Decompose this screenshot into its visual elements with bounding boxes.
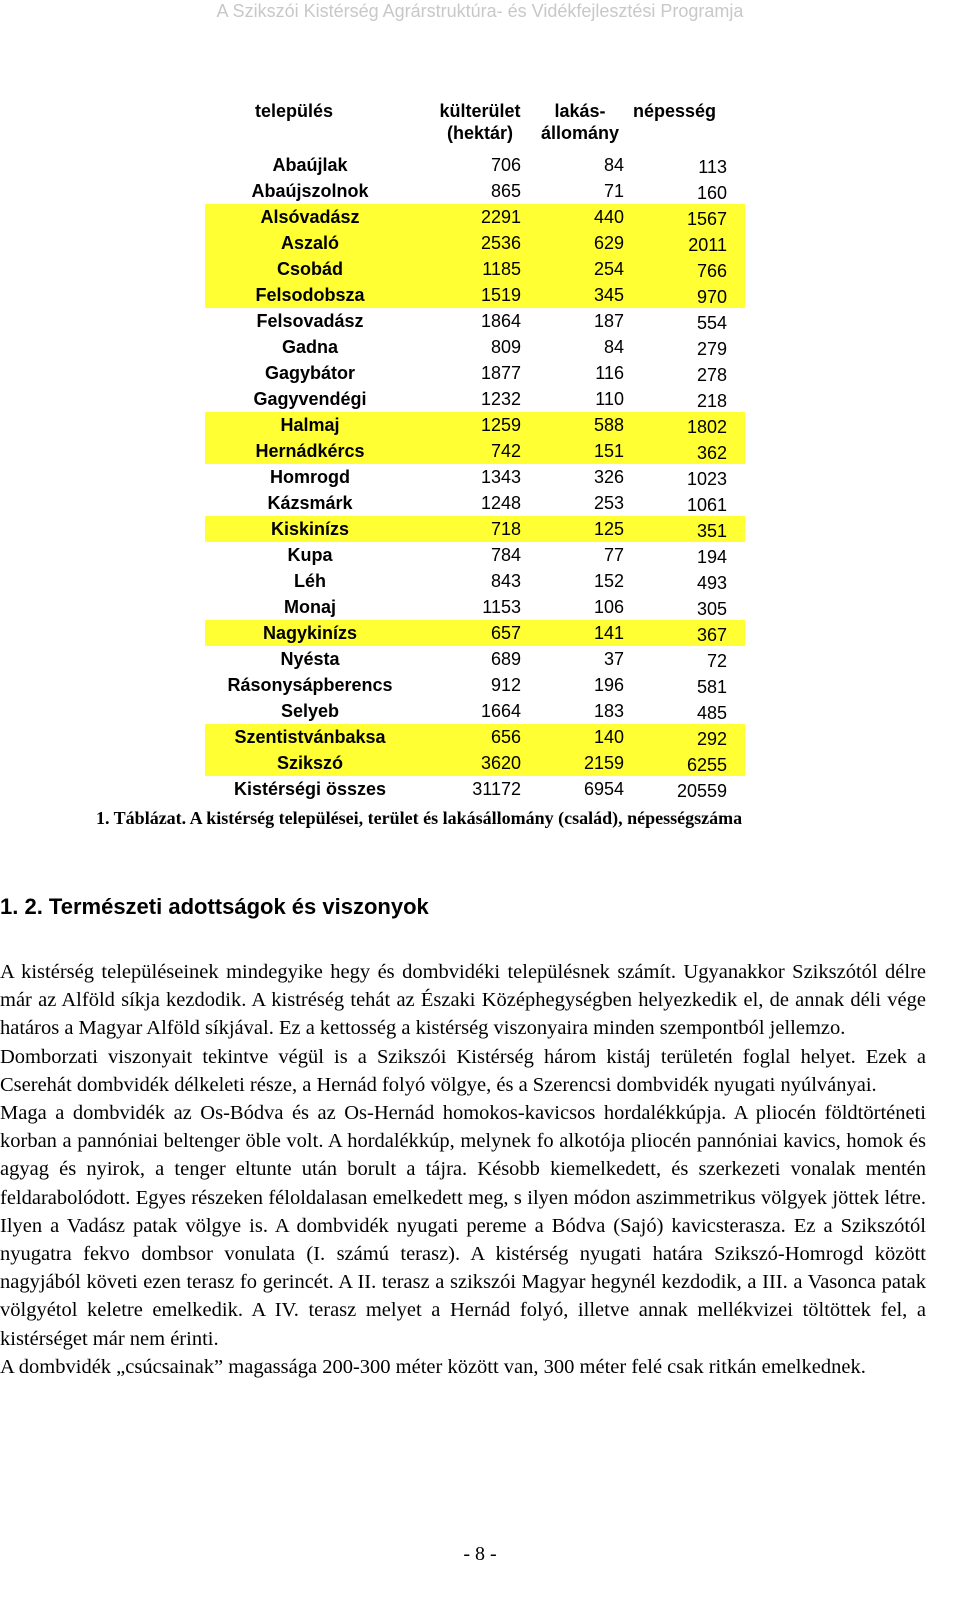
cell-telepules: Kistérségi összes (233, 779, 387, 799)
cell-kulterulet: 718 (490, 519, 521, 539)
cell-kulterulet: 31172 (472, 779, 521, 799)
cell-lakas: 440 (593, 207, 624, 227)
cell-lakas: 84 (603, 337, 624, 357)
cell-nepesseg: 554 (696, 313, 727, 333)
cell-telepules: Kázsmárk (267, 493, 353, 513)
cell-nepesseg: 351 (696, 521, 727, 541)
table-row (205, 204, 745, 230)
cell-nepesseg: 362 (696, 443, 727, 463)
cell-nepesseg: 279 (696, 339, 727, 359)
cell-telepules: Kiskinízs (270, 519, 350, 539)
cell-nepesseg: 113 (698, 157, 727, 177)
cell-lakas: 110 (595, 389, 624, 409)
cell-telepules: Selyeb (280, 701, 340, 721)
cell-kulterulet: 706 (490, 155, 521, 175)
table-row (205, 724, 745, 750)
cell-lakas: 106 (593, 597, 624, 617)
table-row (205, 256, 745, 282)
cell-kulterulet: 657 (490, 623, 521, 643)
table-row (205, 412, 745, 438)
cell-lakas: 183 (593, 701, 624, 721)
table-row (205, 490, 745, 516)
cell-nepesseg: 1567 (686, 209, 727, 229)
cell-telepules: Kupa (287, 545, 333, 565)
cell-kulterulet: 912 (490, 675, 521, 695)
cell-lakas: 140 (593, 727, 624, 747)
cell-kulterulet: 742 (490, 441, 521, 461)
table-row (205, 386, 745, 412)
table-row (205, 438, 745, 464)
cell-nepesseg: 970 (696, 287, 727, 307)
cell-nepesseg: 292 (696, 729, 727, 749)
paragraph: A dombvidék „csúcsainak” magassága 200-300 méter között van, 300 méter felé csak ritkán emelkednek. (0, 1355, 866, 1378)
cell-telepules: Rásonysápberencs (227, 675, 393, 695)
cell-kulterulet: 2536 (480, 233, 521, 253)
running-header: A Szikszói Kistérség Agrárstruktúra- és Vidékfejlesztési Programja (216, 1, 744, 21)
cell-kulterulet: 784 (490, 545, 521, 565)
cell-telepules: Aszaló (280, 233, 340, 253)
cell-lakas: 71 (603, 181, 624, 201)
cell-telepules: Csobád (276, 259, 343, 279)
table-row (205, 620, 745, 646)
paragraph: Maga a dombvidék az Os-Bódva és az Os-Hernád homokos-kavicsos hordalékkúpja. A pliocén földtörténeti korban a pannóniai beltenger öble volt. A hordalékkúp, melynek fo alkotója pliocén pannóniai kavics, homok és agyag és nyirok, a tenger eltunte után borult a tájra. Késobb kiemelkedett, és szerkezeti vonalak mentén feldarabolódott. Egyes részeken féloldalasan emelkedett meg, s ilyen módon aszimmetrikus völgyek jöttek létre. Ilyen a Vadász patak völgye is. A dombvidék nyugati pereme a Bódva (Sajó) kavicsterasza. Ez a Szikszótól nyugatra fekvo dombsor vonulata (I. számú terasz). A kistérség nyugati határa Szikszó-Homrogd között nagyjából követi ezen terasz fo gerincét. A II. terasz a szikszói Magyar hegynél kezdodik, a III. a Vasonca patak völgyétol keletre emelkedik. A IV. terasz melyet a Hernád folyó, illetve annak mellékvizei töltöttek fel, a kistérséget már nem érinti. (0, 1102, 926, 1350)
cell-kulterulet: 1259 (480, 415, 521, 435)
table-row (205, 152, 745, 178)
cell-nepesseg: 485 (696, 703, 727, 723)
cell-lakas: 84 (603, 155, 624, 175)
paragraph: A kistérség településeinek mindegyike hegy és dombvidéki településnek számít. Ugyanakkor Szikszótól délre már az Alföld síkja kezdodik. A kistréség tehát az Északi Középhegységben helyezkedik el, de annak déli vége határos a Magyar Alföld síkjával. Ez a kettosség a kistérség viszonyaira minden szempontból jellemzo. (0, 961, 926, 1040)
cell-telepules: Halmaj (280, 415, 340, 435)
table-row (205, 646, 745, 672)
col-header-telepules: település (255, 101, 334, 121)
table-row (205, 516, 745, 542)
cell-nepesseg: 278 (696, 365, 727, 385)
col-header-nepesseg: népesség (633, 101, 717, 121)
cell-kulterulet: 1343 (480, 467, 521, 487)
settlement-table (205, 100, 745, 802)
cell-lakas: 187 (593, 311, 624, 331)
cell-lakas: 77 (603, 545, 624, 565)
cell-nepesseg: 367 (696, 625, 727, 645)
cell-telepules: Léh (293, 571, 326, 591)
cell-kulterulet: 809 (490, 337, 521, 357)
cell-telepules: Szentistvánbaksa (234, 727, 386, 747)
cell-lakas: 116 (595, 363, 624, 383)
table-row (205, 568, 745, 594)
cell-lakas: 152 (593, 571, 624, 591)
cell-telepules: Homrogd (270, 467, 350, 487)
cell-nepesseg: 766 (696, 261, 727, 281)
cell-nepesseg: 160 (696, 183, 727, 203)
cell-kulterulet: 2291 (480, 207, 521, 227)
cell-lakas: 253 (593, 493, 624, 513)
page-number: - 8 - (463, 1543, 497, 1565)
table-caption: 1. Táblázat. A kistérség települései, terület és lakásállomány (család), népességszáma (96, 808, 743, 828)
table-body (205, 152, 745, 802)
cell-telepules: Szikszó (276, 753, 344, 773)
cell-kulterulet: 865 (490, 181, 521, 201)
cell-telepules: Hernádkércs (255, 441, 365, 461)
paragraph: Domborzati viszonyait tekintve végül is a Szikszói Kistérség három kistáj területén foglal helyet. Ezek a Cserehát dombvidék délkeleti része, a Hernád folyó völgye, és a Szerencsi dombvidék nyugati nyúlványai. (0, 1045, 926, 1096)
table-header (205, 100, 745, 152)
cell-nepesseg: 493 (696, 573, 727, 593)
cell-nepesseg: 1061 (686, 495, 727, 515)
cell-lakas: 151 (593, 441, 624, 461)
table-row (205, 282, 745, 308)
table-row (205, 698, 745, 724)
col-header-kulterulet: külterület (hektár) (439, 101, 521, 143)
cell-kulterulet: 1248 (480, 493, 521, 513)
cell-nepesseg: 6255 (686, 755, 727, 775)
cell-nepesseg: 581 (696, 677, 727, 697)
cell-lakas: 37 (603, 649, 624, 669)
cell-telepules: Abaújlak (272, 155, 348, 175)
cell-telepules: Nagykinízs (262, 623, 358, 643)
cell-nepesseg: 20559 (676, 781, 727, 801)
cell-nepesseg: 1802 (686, 417, 727, 437)
cell-telepules: Gagyvendégi (253, 389, 367, 409)
cell-telepules: Felsovadász (256, 311, 364, 331)
cell-kulterulet: 1232 (480, 389, 521, 409)
cell-lakas: 2159 (583, 753, 624, 773)
cell-lakas: 588 (593, 415, 624, 435)
cell-lakas: 6954 (583, 779, 624, 799)
cell-telepules: Gagybátor (264, 363, 356, 383)
table-row (205, 750, 745, 776)
cell-kulterulet: 3620 (480, 753, 521, 773)
body-text (0, 958, 926, 1381)
table-row (205, 464, 745, 490)
table-row (205, 230, 745, 256)
cell-kulterulet: 656 (490, 727, 521, 747)
table-row (205, 308, 745, 334)
cell-telepules: Felsodobsza (255, 285, 365, 305)
cell-telepules: Gadna (281, 337, 338, 357)
cell-nepesseg: 72 (706, 651, 727, 671)
table-row (205, 594, 745, 620)
cell-lakas: 125 (593, 519, 624, 539)
cell-nepesseg: 2011 (688, 235, 727, 255)
cell-kulterulet: 1185 (482, 259, 521, 279)
cell-nepesseg: 194 (696, 547, 727, 567)
table-row (205, 178, 745, 204)
col-header-lakas: lakás- állomány (540, 101, 620, 143)
cell-lakas: 629 (593, 233, 624, 253)
cell-nepesseg: 218 (696, 391, 727, 411)
table-row (205, 334, 745, 360)
cell-kulterulet: 1519 (480, 285, 521, 305)
cell-kulterulet: 689 (490, 649, 521, 669)
cell-telepules: Nyésta (280, 649, 340, 669)
cell-lakas: 196 (593, 675, 624, 695)
cell-kulterulet: 1864 (480, 311, 521, 331)
cell-kulterulet: 1153 (482, 597, 521, 617)
table-row (205, 542, 745, 568)
cell-lakas: 345 (593, 285, 624, 305)
cell-lakas: 254 (593, 259, 624, 279)
cell-telepules: Abaújszolnok (251, 181, 369, 201)
cell-telepules: Monaj (284, 597, 336, 617)
cell-nepesseg: 1023 (686, 469, 727, 489)
table-row (205, 776, 745, 802)
section-heading: 1. 2. Természeti adottságok és viszonyok (0, 894, 429, 919)
cell-lakas: 141 (593, 623, 624, 643)
cell-nepesseg: 305 (696, 599, 727, 619)
cell-kulterulet: 1664 (480, 701, 521, 721)
cell-lakas: 326 (593, 467, 624, 487)
cell-kulterulet: 1877 (480, 363, 521, 383)
table-row (205, 672, 745, 698)
cell-kulterulet: 843 (490, 571, 521, 591)
table-row (205, 360, 745, 386)
cell-telepules: Alsóvadász (260, 207, 360, 227)
